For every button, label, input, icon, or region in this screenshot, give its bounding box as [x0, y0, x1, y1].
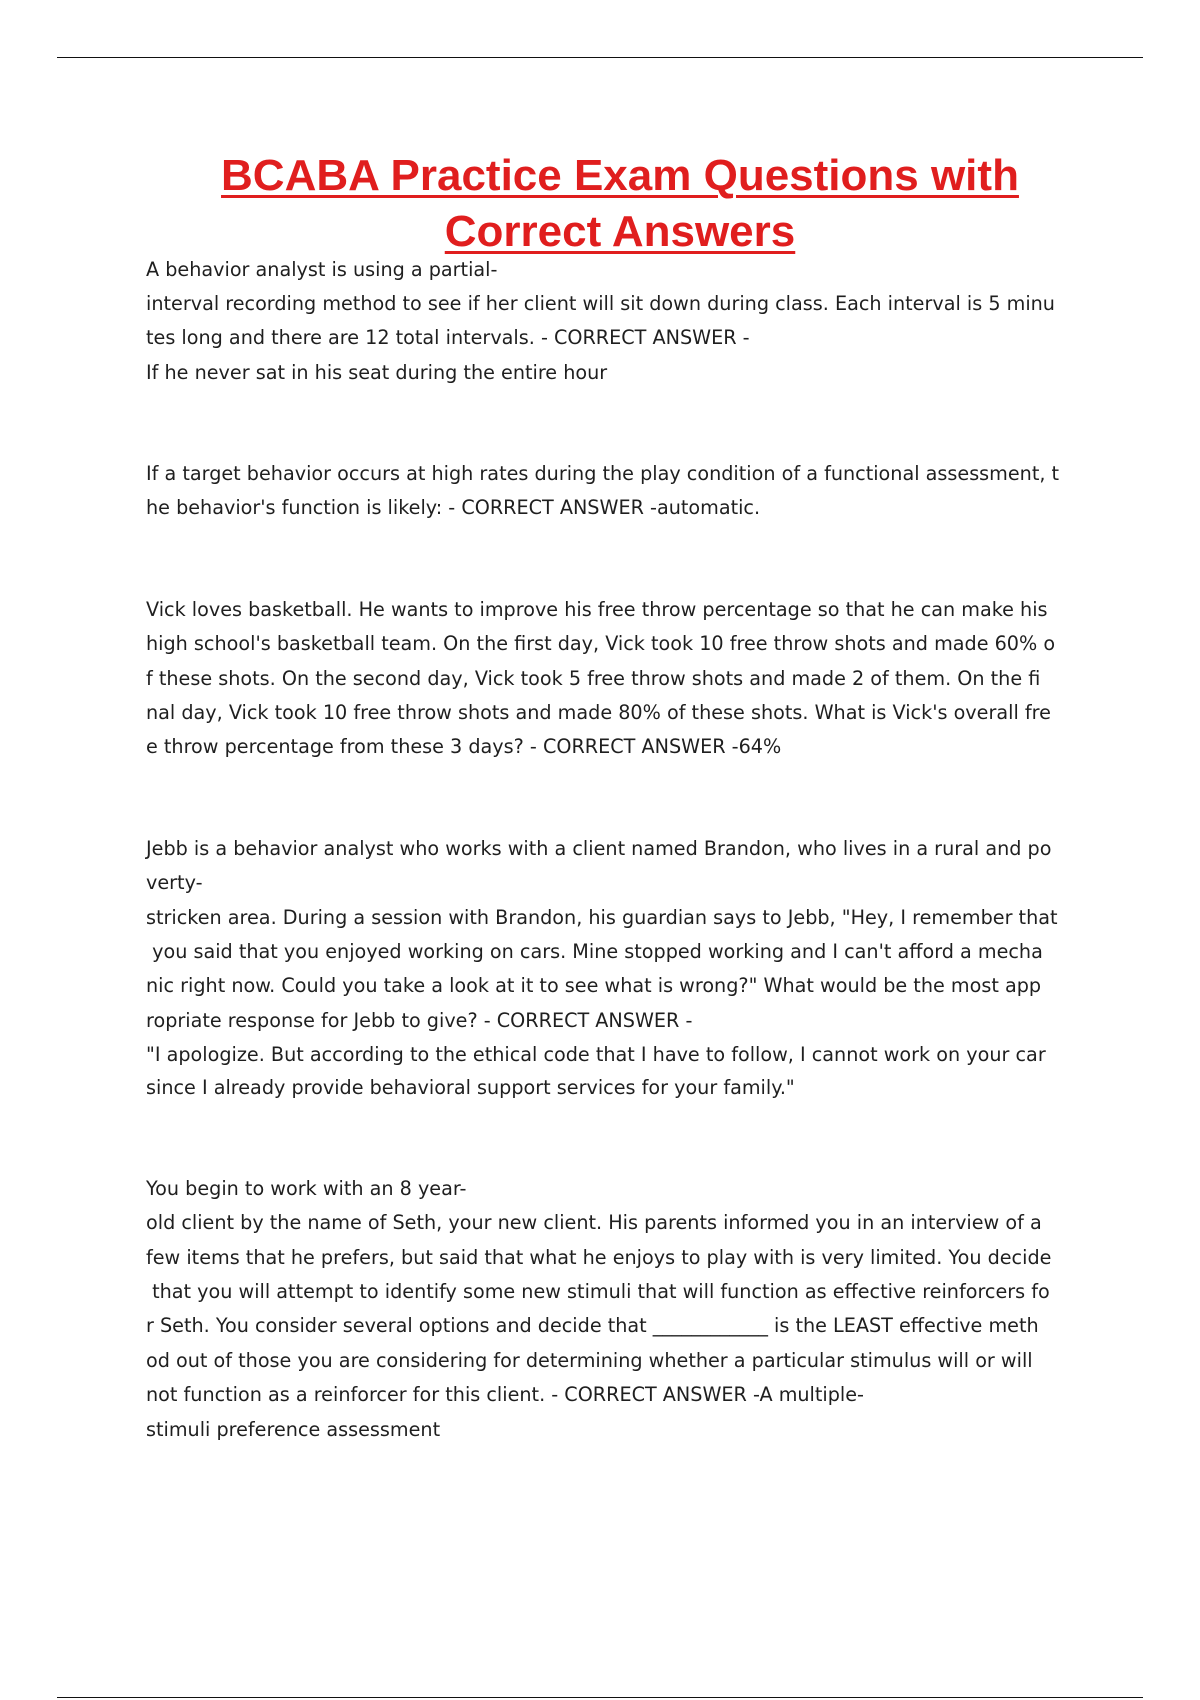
q1-line-2: interval recording method to see if her client will sit down during class. Each interval is 5 minu: [146, 292, 1055, 315]
top-rule: [57, 57, 1143, 58]
q4-line-5: nic right now. Could you take a look at it to see what is wrong?" What would be the most app: [146, 974, 1042, 997]
document-title: [140, 148, 1100, 260]
q1-line-1: A behavior analyst is using a partial-: [146, 258, 498, 281]
q4-line-4: you said that you enjoyed working on cars. Mine stopped working and I can't afford a mecha: [146, 940, 1043, 963]
q5-line-3: few items that he prefers, but said that what he enjoys to play with is very limited. You decide: [146, 1246, 1052, 1269]
q5-line-7: not function as a reinforcer for this client. - CORRECT ANSWER -A multiple-: [146, 1383, 864, 1406]
q5-line-6: od out of those you are considering for determining whether a particular stimulus will or will: [146, 1349, 1033, 1372]
q4-line-7: "I apologize. But according to the ethical code that I have to follow, I cannot work on your car: [146, 1043, 1046, 1066]
q2-line-2: he behavior's function is likely: - CORRECT ANSWER -automatic.: [146, 496, 761, 519]
q1-line-3: tes long and there are 12 total intervals. - CORRECT ANSWER -: [146, 326, 750, 349]
q4-line-3: stricken area. During a session with Brandon, his guardian says to Jebb, "Hey, I remember that: [146, 906, 1058, 929]
q5-line-8: stimuli preference assessment: [146, 1418, 441, 1441]
q3-line-1: Vick loves basketball. He wants to improve his free throw percentage so that he can make his: [146, 598, 1048, 621]
q3-line-4: nal day, Vick took 10 free throw shots and made 80% of these shots. What is Vick's overall fre: [146, 701, 1051, 724]
q2-line-1: If a target behavior occurs at high rates during the play condition of a functional assessment, t: [146, 462, 1060, 485]
q3-line-3: f these shots. On the second day, Vick took 5 free throw shots and made 2 of them. On the fi: [146, 667, 1041, 690]
q1-line-4: If he never sat in his seat during the entire hour: [146, 361, 608, 384]
q4-line-1: Jebb is a behavior analyst who works with a client named Brandon, who lives in a rural and po: [146, 837, 1052, 860]
q4-line-8: since I already provide behavioral support services for your family.": [146, 1076, 795, 1099]
bottom-rule: [57, 1697, 1143, 1698]
q4-line-6: ropriate response for Jebb to give? - CORRECT ANSWER -: [146, 1009, 693, 1032]
q5-line-4: that you will attempt to identify some new stimuli that will function as effective reinforcers fo: [146, 1280, 1050, 1303]
q3-line-2: high school's basketball team. On the first day, Vick took 10 free throw shots and made 60% o: [146, 632, 1056, 655]
q4-line-2: verty-: [146, 871, 203, 894]
title-line-2: Correct Answers: [444, 207, 796, 256]
q5-line-2: old client by the name of Seth, your new client. His parents informed you in an interview of a: [146, 1211, 1042, 1234]
q3-line-5: e throw percentage from these 3 days? - CORRECT ANSWER -64%: [146, 735, 782, 758]
title-line-1: BCABA Practice Exam Questions with: [221, 151, 1019, 200]
q5-line-1: You begin to work with an 8 year-: [146, 1177, 467, 1200]
q5-line-5: r Seth. You consider several options and decide that ____________ is the LEAST effective meth: [146, 1314, 1039, 1337]
